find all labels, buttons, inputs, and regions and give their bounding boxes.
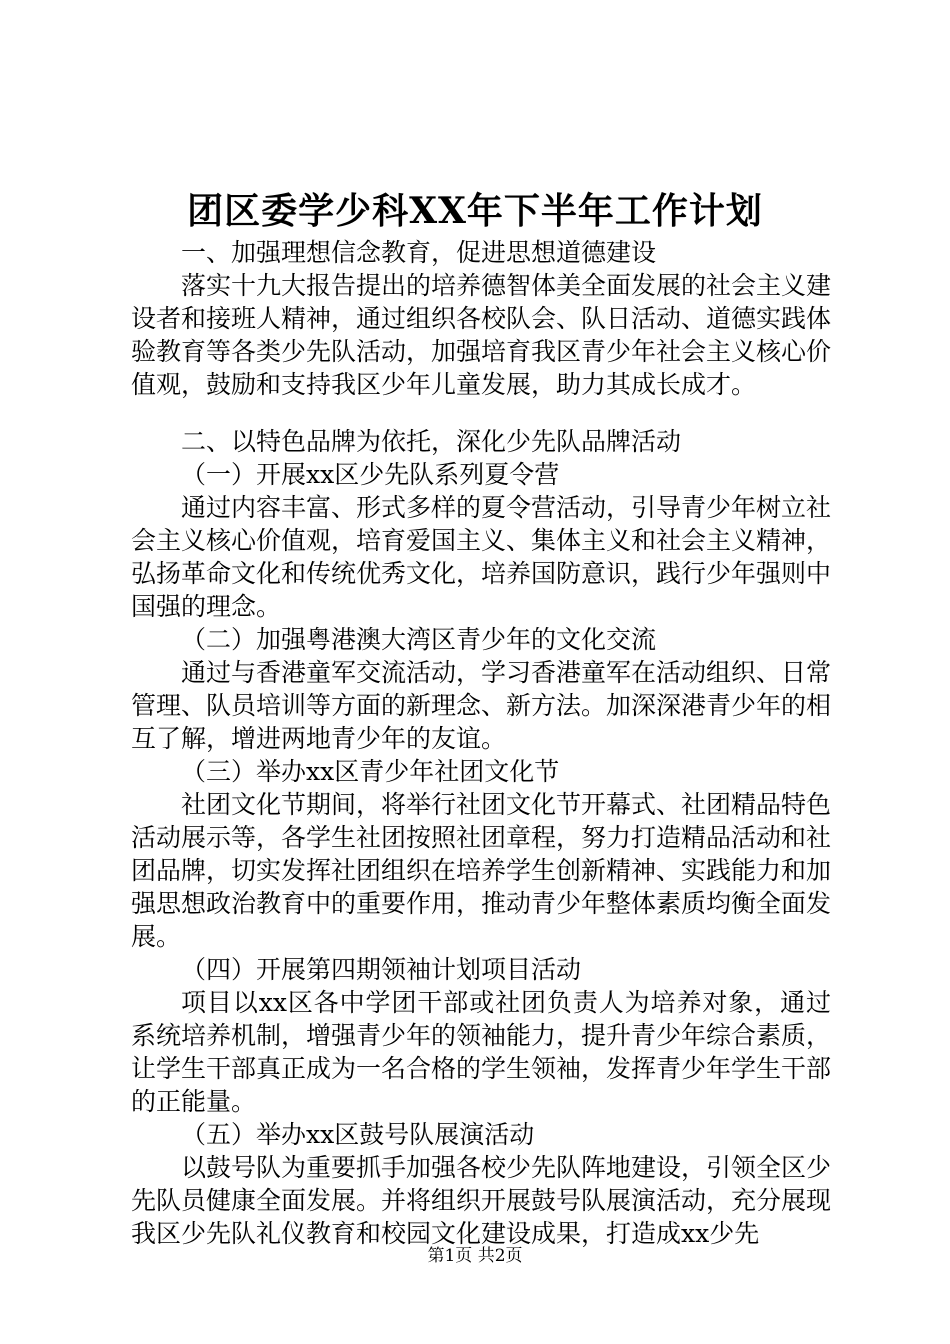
section-heading: 一、加强理想信念教育，促进思想道德建设 [181, 238, 657, 267]
paragraph-gap [131, 401, 831, 425]
subsection-paragraph: 以鼓号队为重要抓手加强各校少先队阵地建设，引领全区少先队员健康全面发展。并将组织开展鼓号队展演活动，充分展现我区少先队礼仪教育和校园文化建设成果，打造成xx少先 [131, 1153, 832, 1248]
subsection-paragraph: 通过与香港童军交流活动，学习香港童军在活动组织、日常管理、队员培训等方面的新理念、新方法。加深深港青少年的相互了解，增进两地青少年的友谊。 [131, 658, 832, 753]
subsection-heading: （三）举办xx区青少年社团文化节 [181, 757, 560, 786]
subsection-heading: （二）加强粤港澳大湾区青少年的文化交流 [181, 625, 657, 654]
section-paragraph: 落实十九大报告提出的培养德智体美全面发展的社会主义建设者和接班人精神，通过组织各校队会、队日活动、道德实践体验教育等各类少先队活动，加强培育我区青少年社会主义核心价值观，鼓励和支持我区少年儿童发展，助力其成长成才。 [131, 271, 832, 399]
document-title: 团区委学少科XX年下半年工作计划 [187, 190, 763, 232]
document-body [131, 236, 831, 1250]
subsection-paragraph: 项目以xx区各中学团干部或社团负责人为培养对象，通过系统培养机制，增强青少年的领袖能力，提升青少年综合素质，让学生干部真正成为一名合格的学生领袖，发挥青少年学生干部的正能量。 [131, 988, 832, 1116]
subsection-heading: （四）开展第四期领袖计划项目活动 [181, 955, 582, 984]
section-heading: 二、以特色品牌为依托，深化少先队品牌活动 [181, 427, 682, 456]
subsection-heading: （一）开展xx区少先队系列夏令营 [181, 460, 560, 489]
subsection-paragraph: 社团文化节期间，将举行社团文化节开幕式、社团精品特色活动展示等，各学生社团按照社团章程，努力打造精品活动和社团品牌，切实发挥社团组织在培养学生创新精神、实践能力和加强思想政治教育中的重要作用，推动青少年整体素质均衡全面发展。 [131, 790, 832, 951]
page-footer: 第1页 共2页 [427, 1246, 523, 1266]
subsection-heading: （五）举办xx区鼓号队展演活动 [181, 1120, 535, 1149]
subsection-paragraph: 通过内容丰富、形式多样的夏令营活动，引导青少年树立社会主义核心价值观，培育爱国主义、集体主义和社会主义精神，弘扬革命文化和传统优秀文化，培养国防意识，践行少年强则中国强的理念。 [131, 493, 832, 621]
